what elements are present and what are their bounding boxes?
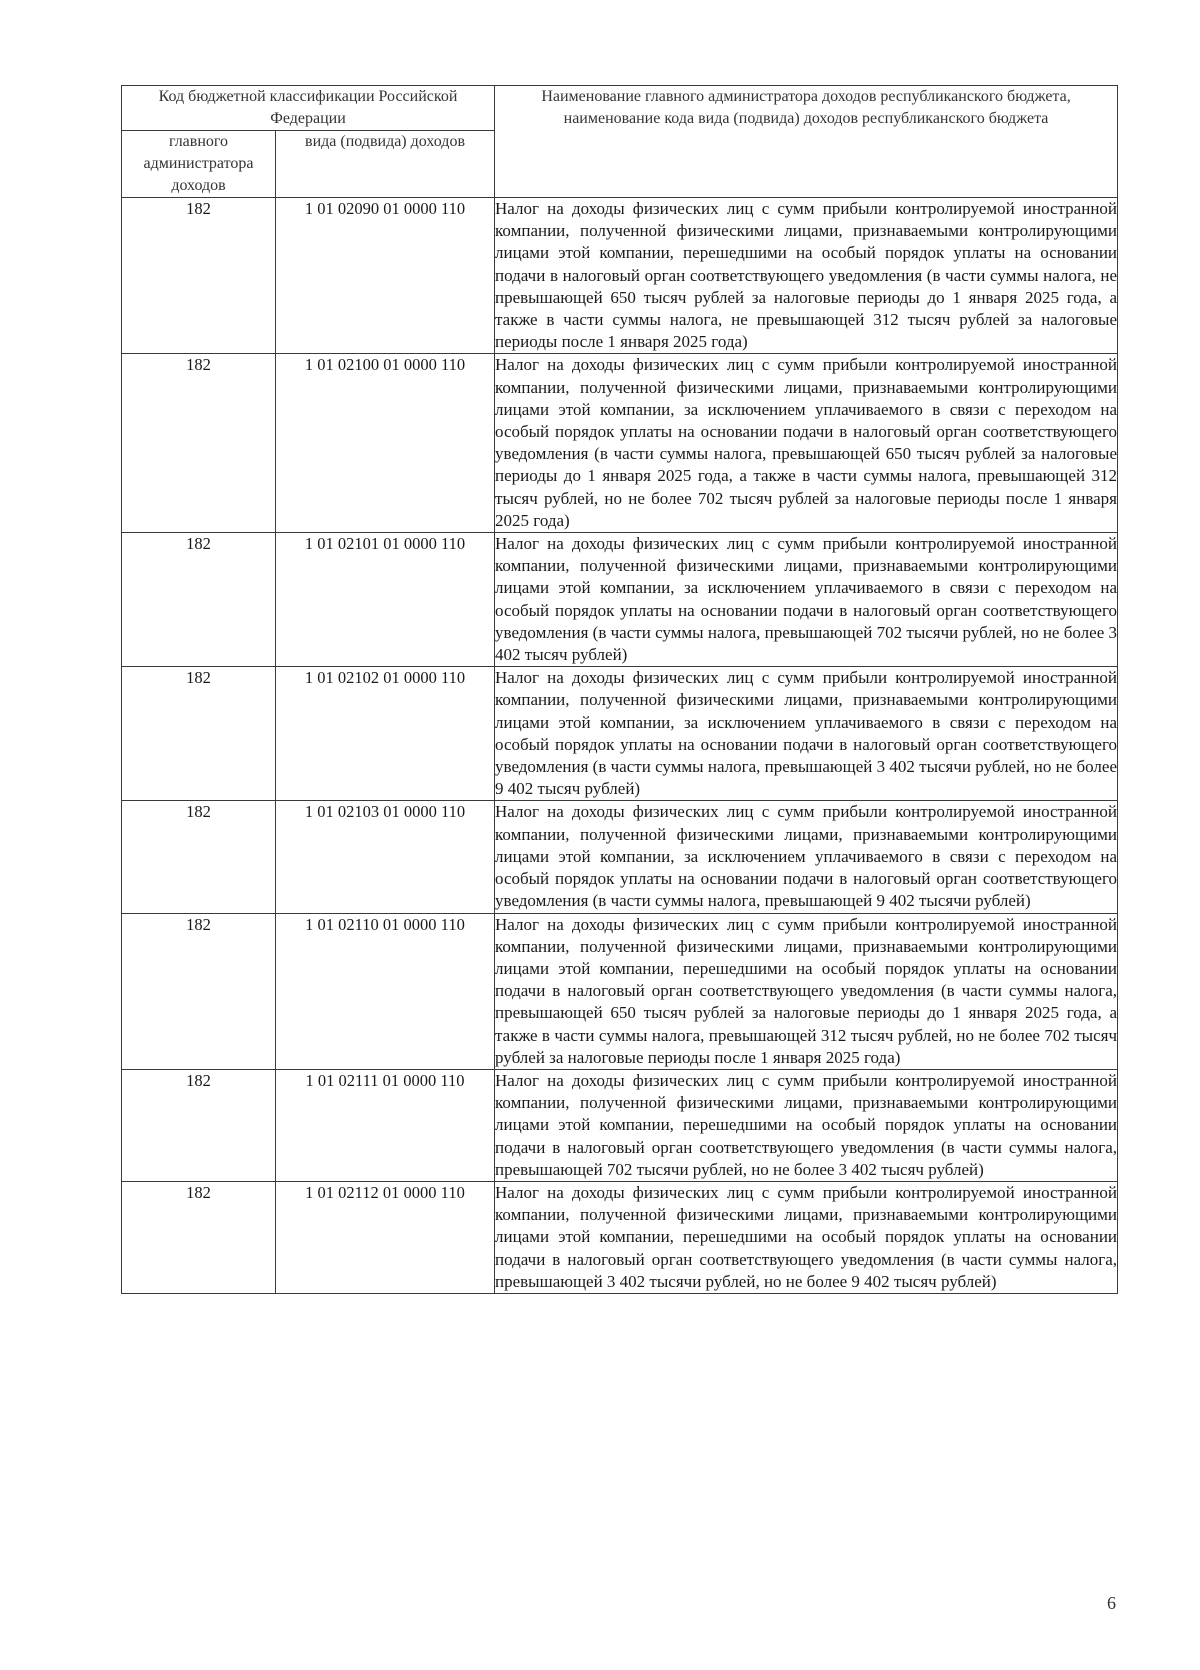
income-code-cell: 1 01 02101 01 0000 110 [276,533,495,667]
income-name-cell: Налог на доходы физических лиц с сумм прибыли контролируемой иностранной компании, полученной физическими лицами, признаваемыми контролирующими лицами этой компании, за исключением уплачиваемого в связи с переходом на особый порядок уплаты на основании подачи в налоговый орган соответствующего уведомления (в части суммы налога, превышающей 3 402 тысячи рублей, но не более 9 402 тысяч рублей) [495,667,1118,801]
budget-classification-table [121,85,1118,1294]
income-code-cell: 1 01 02100 01 0000 110 [276,354,495,533]
header-kind-code: вида (подвида) доходов [276,131,495,198]
admin-code-cell: 182 [122,801,276,913]
page-number: 6 [1107,1593,1116,1613]
income-name-cell: Налог на доходы физических лиц с сумм прибыли контролируемой иностранной компании, полученной физическими лицами, признаваемыми контролирующими лицами этой компании, перешедшими на особый порядок уплаты на основании подачи в налоговый орган соответствующего уведомления (в части суммы налога, превышающей 650 тысяч рублей за налоговые периоды до 1 января 2025 года, а также в части суммы налога, превышающей 312 тысяч рублей, но не более 702 тысяч рублей за налоговые периоды после 1 января 2025 года) [495,913,1118,1069]
admin-code-cell: 182 [122,354,276,533]
income-code-cell: 1 01 02110 01 0000 110 [276,913,495,1069]
admin-code-cell: 182 [122,1069,276,1181]
admin-code-cell: 182 [122,533,276,667]
income-code-cell: 1 01 02111 01 0000 110 [276,1069,495,1181]
table-row [122,198,1118,354]
table-row [122,801,1118,913]
admin-code-cell: 182 [122,667,276,801]
header-admin-code: главного администратора доходов [122,131,276,198]
table-row [122,1069,1118,1181]
table-row [122,533,1118,667]
header-name: Наименование главного администратора доходов республиканского бюджета, наименование кода вида (подвида) доходов республиканского бюджета [495,86,1118,198]
admin-code-cell: 182 [122,913,276,1069]
table-row [122,1181,1118,1293]
income-name-cell: Налог на доходы физических лиц с сумм прибыли контролируемой иностранной компании, полученной физическими лицами, признаваемыми контролирующими лицами этой компании, за исключением уплачиваемого в связи с переходом на особый порядок уплаты на основании подачи в налоговый орган соответствующего уведомления (в части суммы налога, превышающей 650 тысяч рублей за налоговые периоды до 1 января 2025 года, а также в части суммы налога, превышающей 312 тысяч рублей, но не более 702 тысяч рублей за налоговые периоды после 1 января 2025 года) [495,354,1118,533]
admin-code-cell: 182 [122,1181,276,1293]
income-code-cell: 1 01 02103 01 0000 110 [276,801,495,913]
income-name-cell: Налог на доходы физических лиц с сумм прибыли контролируемой иностранной компании, полученной физическими лицами, признаваемыми контролирующими лицами этой компании, перешедшими на особый порядок уплаты на основании подачи в налоговый орган соответствующего уведомления (в части суммы налога, превышающей 702 тысячи рублей, но не более 3 402 тысяч рублей) [495,1069,1118,1181]
table-row [122,667,1118,801]
income-name-cell: Налог на доходы физических лиц с сумм прибыли контролируемой иностранной компании, полученной физическими лицами, признаваемыми контролирующими лицами этой компании, перешедшими на особый порядок уплаты на основании подачи в налоговый орган соответствующего уведомления (в части суммы налога, превышающей 3 402 тысячи рублей, но не более 9 402 тысяч рублей) [495,1181,1118,1293]
table-row [122,354,1118,533]
header-budget-code-group: Код бюджетной классификации Российской Федерации [122,86,495,131]
table-body [122,198,1118,1294]
admin-code-cell: 182 [122,198,276,354]
income-name-cell: Налог на доходы физических лиц с сумм прибыли контролируемой иностранной компании, полученной физическими лицами, признаваемыми контролирующими лицами этой компании, за исключением уплачиваемого в связи с переходом на особый порядок уплаты на основании подачи в налоговый орган соответствующего уведомления (в части суммы налога, превышающей 9 402 тысячи рублей) [495,801,1118,913]
income-code-cell: 1 01 02102 01 0000 110 [276,667,495,801]
income-code-cell: 1 01 02090 01 0000 110 [276,198,495,354]
table-row [122,913,1118,1069]
income-code-cell: 1 01 02112 01 0000 110 [276,1181,495,1293]
income-name-cell: Налог на доходы физических лиц с сумм прибыли контролируемой иностранной компании, полученной физическими лицами, признаваемыми контролирующими лицами этой компании, перешедшими на особый порядок уплаты на основании подачи в налоговый орган соответствующего уведомления (в части суммы налога, не превышающей 650 тысяч рублей за налоговые периоды до 1 января 2025 года, а также в части суммы налога, не превышающей 312 тысяч рублей за налоговые периоды после 1 января 2025 года) [495,198,1118,354]
income-name-cell: Налог на доходы физических лиц с сумм прибыли контролируемой иностранной компании, полученной физическими лицами, признаваемыми контролирующими лицами этой компании, за исключением уплачиваемого в связи с переходом на особый порядок уплаты на основании подачи в налоговый орган соответствующего уведомления (в части суммы налога, превышающей 702 тысячи рублей, но не более 3 402 тысяч рублей) [495,533,1118,667]
